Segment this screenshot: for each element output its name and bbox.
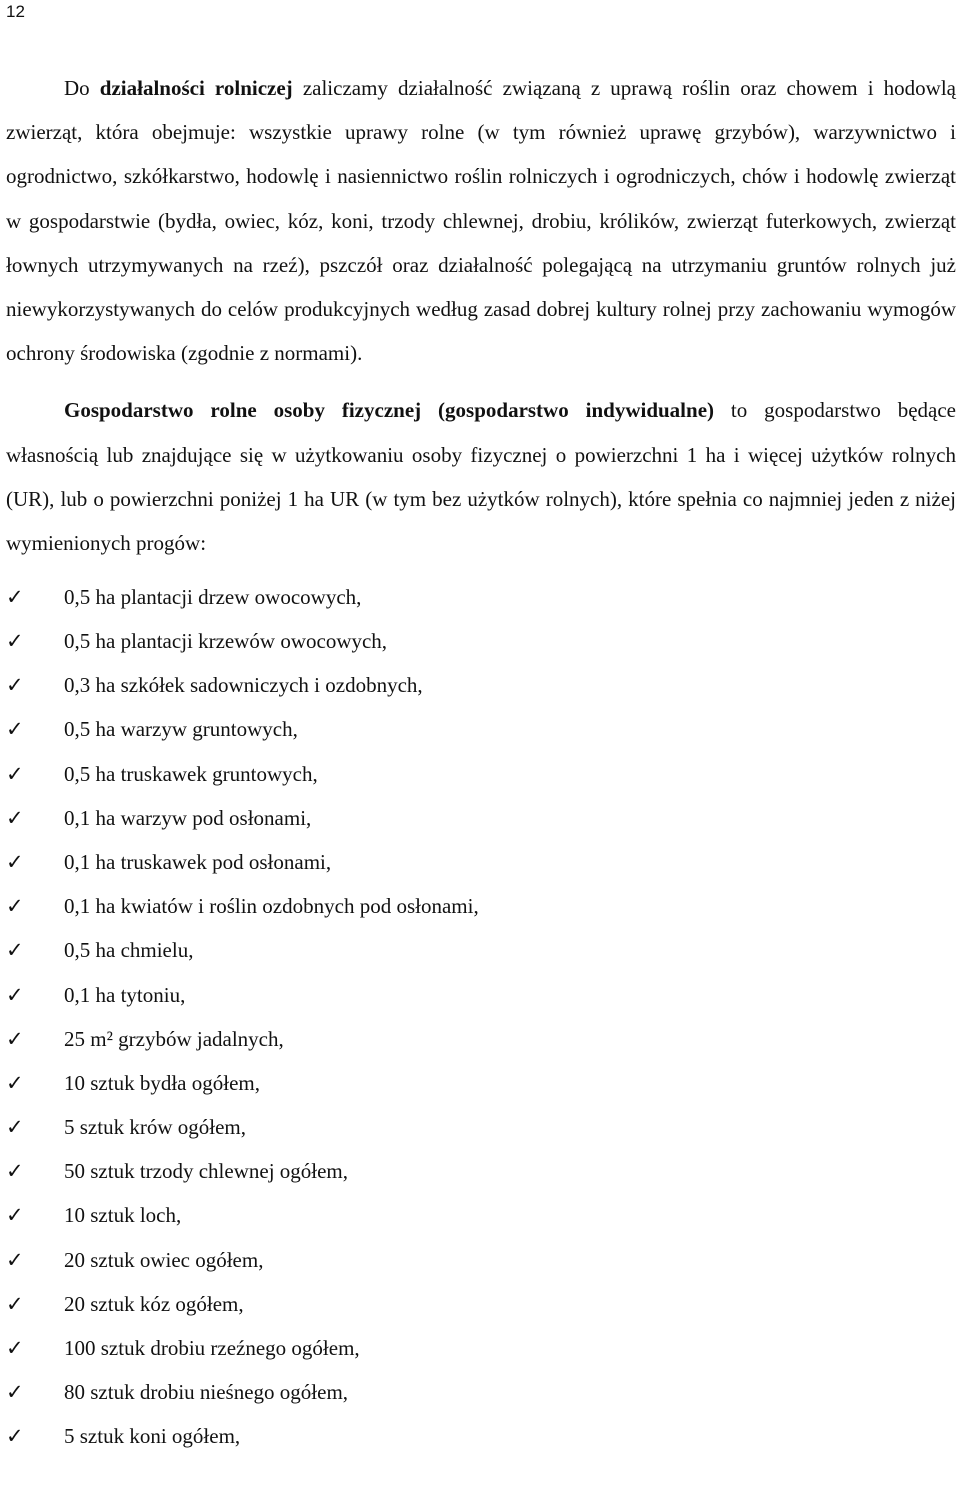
threshold-text: 0,5 ha plantacji krzewów owocowych, (64, 629, 388, 654)
threshold-text: 0,1 ha kwiatów i roślin ozdobnych pod osłonami, (64, 894, 479, 919)
threshold-item (6, 1371, 956, 1415)
threshold-item (6, 752, 956, 796)
check-mark-icon: ✓ (6, 673, 24, 698)
paragraph-farm-definition (6, 388, 956, 565)
threshold-item (6, 1194, 956, 1238)
threshold-text: 0,1 ha warzyw pod osłonami, (64, 805, 312, 830)
threshold-text: 0,5 ha warzyw gruntowych, (64, 717, 298, 742)
check-mark-icon: ✓ (6, 1203, 24, 1228)
threshold-text: 0,5 ha plantacji drzew owocowych, (64, 584, 362, 609)
threshold-item (6, 796, 956, 840)
check-mark-icon: ✓ (6, 1291, 24, 1316)
check-mark-icon: ✓ (6, 629, 24, 654)
document-body (6, 66, 956, 1459)
threshold-item (6, 1061, 956, 1105)
check-mark-icon: ✓ (6, 982, 24, 1007)
check-mark-icon: ✓ (6, 849, 24, 874)
threshold-item (6, 619, 956, 663)
check-mark-icon: ✓ (6, 1424, 24, 1449)
term-individual-farm: Gospodarstwo rolne osoby fizycznej (gospodarstwo indywidualne) (64, 398, 715, 423)
threshold-text: 10 sztuk bydła ogółem, (64, 1070, 260, 1095)
threshold-text: 0,3 ha szkółek sadowniczych i ozdobnych, (64, 673, 423, 698)
threshold-item (6, 664, 956, 708)
threshold-text: 0,1 ha tytoniu, (64, 982, 186, 1007)
threshold-item (6, 1017, 956, 1061)
threshold-text: 100 sztuk drobiu rzeźnego ogółem, (64, 1336, 360, 1361)
threshold-item (6, 1282, 956, 1326)
threshold-text: 5 sztuk krów ogółem, (64, 1115, 246, 1140)
check-mark-icon: ✓ (6, 1026, 24, 1051)
check-mark-icon: ✓ (6, 1336, 24, 1361)
threshold-text: 25 m² grzybów jadalnych, (64, 1026, 284, 1051)
check-mark-icon: ✓ (6, 1247, 24, 1272)
threshold-item (6, 840, 956, 884)
threshold-item (6, 885, 956, 929)
threshold-text: 50 sztuk trzody chlewnej ogółem, (64, 1159, 349, 1184)
threshold-item (6, 1326, 956, 1370)
threshold-list (6, 575, 956, 1459)
threshold-item (6, 1415, 956, 1459)
threshold-text: 0,1 ha truskawek pod osłonami, (64, 849, 332, 874)
paragraph-1-text: zaliczamy działalność związaną z uprawą roślin oraz chowem i hodowlą zwierząt, która obejmuje: wszystkie uprawy rolne (w tym również uprawę grzybów), warzywnictwo i ogrodnictwo, szkółkarstwo, hodowlę i nasiennictwo roślin rolniczych i ogrodniczych, chów i hodowlę zwierząt w gospodarstwie (bydła, owiec, kóz, koni, trzody chlewnej, drobiu, królików, zwierząt futerkowych, zwierząt łownych utrzymywanych na rzeź), pszczół oraz działalność polegającą na utrzymaniu gruntów rolnych już niewykorzystywanych do celów produkcyjnych według zasad dobrej kultury rolnej przy zachowaniu wymogów ochrony środowiska (zgodnie z normami). (6, 76, 956, 366)
paragraph-agricultural-activity (6, 66, 956, 375)
threshold-item (6, 973, 956, 1017)
threshold-text: 20 sztuk owiec ogółem, (64, 1247, 264, 1272)
check-mark-icon: ✓ (6, 761, 24, 786)
threshold-text: 0,5 ha truskawek gruntowych, (64, 761, 318, 786)
threshold-text: 20 sztuk kóz ogółem, (64, 1291, 244, 1316)
threshold-item (6, 1150, 956, 1194)
threshold-text: 0,5 ha chmielu, (64, 938, 194, 963)
threshold-text: 5 sztuk koni ogółem, (64, 1424, 241, 1449)
paragraph-2-text: to gospodarstwo będące własnością lub znajdujące się w użytkowaniu osoby fizycznej o powierzchni 1 ha i więcej użytków rolnych (UR), lub o powierzchni poniżej 1 ha UR (w tym bez użytków rolnych), które spełnia co najmniej jeden z niżej wymienionych progów: (6, 398, 957, 556)
threshold-item (6, 708, 956, 752)
threshold-item (6, 1105, 956, 1149)
page-number: 12 (6, 2, 25, 21)
check-mark-icon: ✓ (6, 1159, 24, 1184)
threshold-text: 80 sztuk drobiu nieśnego ogółem, (64, 1380, 349, 1405)
check-mark-icon: ✓ (6, 1115, 24, 1140)
check-mark-icon: ✓ (6, 717, 24, 742)
threshold-item (6, 929, 956, 973)
check-mark-icon: ✓ (6, 1380, 24, 1405)
threshold-text: 10 sztuk loch, (64, 1203, 182, 1228)
check-mark-icon: ✓ (6, 894, 24, 919)
check-mark-icon: ✓ (6, 584, 24, 609)
check-mark-icon: ✓ (6, 805, 24, 830)
threshold-item (6, 1238, 956, 1282)
term-agricultural-activity: działalności rolniczej (99, 76, 293, 100)
check-mark-icon: ✓ (6, 1070, 24, 1095)
paragraph-1-lead: Do (64, 76, 100, 100)
check-mark-icon: ✓ (6, 938, 24, 963)
threshold-item (6, 575, 956, 619)
